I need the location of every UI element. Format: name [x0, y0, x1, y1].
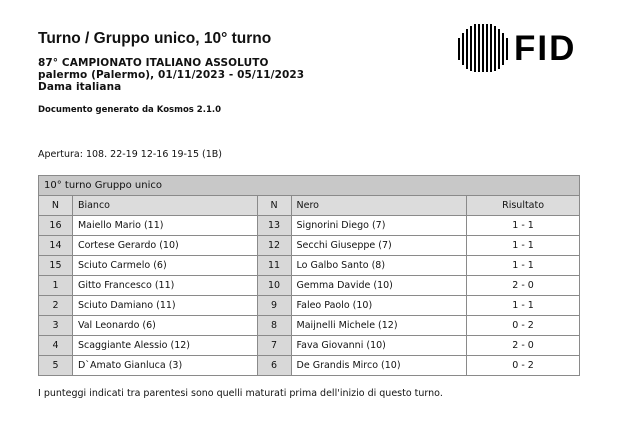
white-board-number: 14 [39, 236, 73, 256]
white-board-number: 1 [39, 276, 73, 296]
white-player: Sciuto Carmelo (6) [72, 256, 257, 276]
white-player: Cortese Gerardo (10) [72, 236, 257, 256]
table-row [39, 296, 580, 316]
table-row [39, 216, 580, 236]
black-player: Maijnelli Michele (12) [291, 316, 467, 336]
event-location-dates: palermo (Palermo), 01/11/2023 - 05/11/2023 [38, 69, 305, 81]
white-board-number: 3 [39, 316, 73, 336]
black-board-number: 7 [257, 336, 291, 356]
black-player: De Grandis Mirco (10) [291, 356, 467, 376]
event-info [38, 57, 438, 93]
white-player: Maiello Mario (11) [72, 216, 257, 236]
table-caption: 10° turno Gruppo unico [39, 176, 580, 196]
table-row [39, 236, 580, 256]
fid-logo [456, 24, 578, 76]
result: 1 - 1 [467, 216, 580, 236]
page-title: Turno / Gruppo unico, 10° turno [38, 30, 272, 47]
footnote: I punteggi indicati tra parentesi sono quelli maturati prima dell'inizio di questo turno. [38, 388, 443, 399]
white-board-number: 15 [39, 256, 73, 276]
black-board-number: 9 [257, 296, 291, 316]
result: 2 - 0 [467, 276, 580, 296]
result: 1 - 1 [467, 256, 580, 276]
pairings-table [38, 175, 580, 376]
result: 0 - 2 [467, 316, 580, 336]
result: 2 - 0 [467, 336, 580, 356]
black-player: Faleo Paolo (10) [291, 296, 467, 316]
white-player: D`Amato Gianluca (3) [72, 356, 257, 376]
white-player: Scaggiante Alessio (12) [72, 336, 257, 356]
column-header-n-white: N [39, 196, 73, 216]
black-player: Lo Galbo Santo (8) [291, 256, 467, 276]
white-player: Sciuto Damiano (11) [72, 296, 257, 316]
table-header-row [39, 196, 580, 216]
table-row [39, 356, 580, 376]
column-header-black: Nero [291, 196, 467, 216]
white-board-number: 4 [39, 336, 73, 356]
black-player: Secchi Giuseppe (7) [291, 236, 467, 256]
fid-logo-bars-icon [456, 24, 514, 72]
black-player: Signorini Diego (7) [291, 216, 467, 236]
black-board-number: 10 [257, 276, 291, 296]
game-type: Dama italiana [38, 81, 122, 93]
column-header-result: Risultato [467, 196, 580, 216]
table-row [39, 276, 580, 296]
black-player: Fava Giovanni (10) [291, 336, 467, 356]
table-row [39, 336, 580, 356]
championship-name: 87° CAMPIONATO ITALIANO ASSOLUTO [38, 57, 269, 69]
white-player: Val Leonardo (6) [72, 316, 257, 336]
column-header-n-black: N [257, 196, 291, 216]
white-player: Gitto Francesco (11) [72, 276, 257, 296]
black-board-number: 13 [257, 216, 291, 236]
result: 0 - 2 [467, 356, 580, 376]
black-player: Gemma Davide (10) [291, 276, 467, 296]
black-board-number: 8 [257, 316, 291, 336]
result: 1 - 1 [467, 296, 580, 316]
generated-by-note: Documento generato da Kosmos 2.1.0 [38, 105, 222, 115]
table-row [39, 316, 580, 336]
white-board-number: 16 [39, 216, 73, 236]
fid-logo-text: FID [514, 29, 577, 68]
black-board-number: 11 [257, 256, 291, 276]
white-board-number: 2 [39, 296, 73, 316]
white-board-number: 5 [39, 356, 73, 376]
document-header [38, 30, 438, 115]
black-board-number: 12 [257, 236, 291, 256]
result: 1 - 1 [467, 236, 580, 256]
table-row [39, 256, 580, 276]
column-header-white: Bianco [72, 196, 257, 216]
table-caption-row [39, 176, 580, 196]
opening-line: Apertura: 108. 22-19 12-16 19-15 (1B) [38, 149, 222, 160]
black-board-number: 6 [257, 356, 291, 376]
